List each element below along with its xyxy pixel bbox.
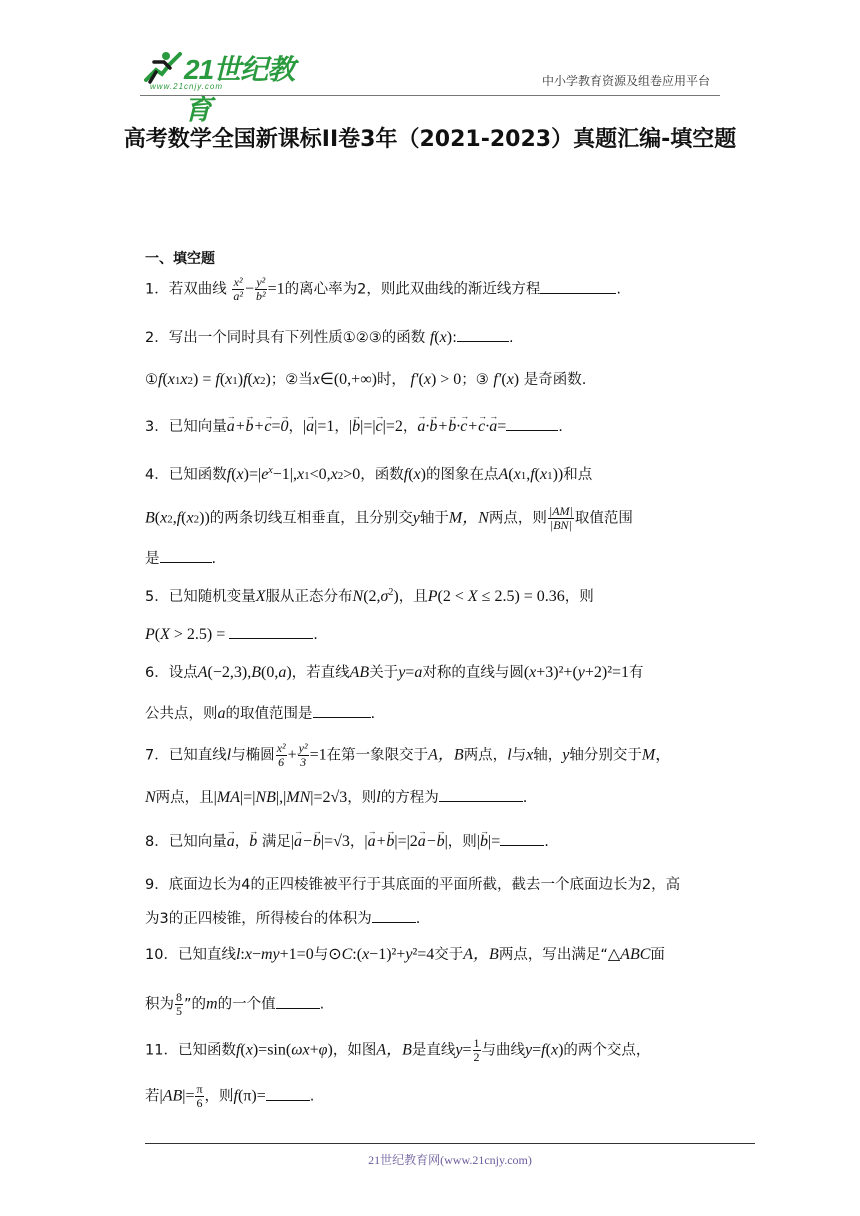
question-9: 9．底面边长为4的正四棱锥被平行于其底面的平面所截，截去一个底面边长为2，高 [145,877,681,893]
logo-text: 21世纪教育 [184,54,295,125]
question-2-properties: ①f(x1x2) = f(x1)f(x2)；②当x∈(0,+∞)时， f′(x) > 0；③ f′(x) 是奇函数. [145,371,587,388]
question-9-line-2: 为3的正四棱锥，所得棱台的体积为 . [145,908,720,929]
question-6: 6．设点A(−2,3),B(0,a)，若直线AB关于y=a对称的直线与圆(x+3)²+(y+2)²=1有 [145,664,644,681]
answer-blank[interactable] [540,279,616,294]
question-4-line-2: B(x2,f(x2))的两条切线互相垂直，且分别交y轴于M，N两点，则 $\frac{|AM|}{|BN|}$ 取值范围 [145,504,633,532]
question-1: 1．若双曲线 $\frac{\text{x²}}{\text{a²}}$ − $\frac{\text{y²}}{\text{b²}}$ =1的离心率为2，则此双曲线的渐近线方程 . [145,275,621,303]
answer-blank[interactable] [439,787,523,802]
answer-blank[interactable] [500,831,544,846]
logo [140,50,320,125]
answer-blank[interactable] [229,624,313,639]
logo-url: www.21cnjy.com [150,82,223,91]
page-header [140,40,720,125]
answer-blank[interactable] [506,416,558,431]
question-6-line-2: 公共点，则a的取值范围是 . [145,705,376,722]
footer-text: 21世纪教育网(www.21cnjy.com) [368,1153,532,1167]
header-right-text: 中小学教育资源及组卷应用平台 [541,74,710,88]
question-4: 4．已知函数$f(x)=|e^x-1|,x1<0,x2>0$，函数f(x)的图象在点A(x1,f(x1))和点 [145,465,593,483]
question-8: 8．已知向量→ a，→ b 满足|→ a−→ b|=√3，|→ a+→ b|=|2→ a−→ b|，则|→ b|= . [145,831,720,852]
footer-divider [145,1143,755,1144]
question-3: 3．已知向量→ a+→ b+→ c=→ 0，|→ a|=1，|→ b|=|→ c|=2，→ a·→ b+→ b·→ c+→ c·→ a= . [145,416,720,437]
answer-blank[interactable] [372,908,416,923]
question-11-line-2: 若|AB|= $\frac{\pi}{6}$ ，则f(π)= . [145,1082,315,1110]
question-11: 11．已知函数f(x)=sin(ωx+φ)，如图A，B是直线y= $\frac{1}{2}$ 与曲线y=f(x)的两个交点， [145,1036,651,1064]
runner-logo-icon [140,50,182,84]
question-7: 7．已知直线l与椭圆 $\frac{\text{x²}}{6}$ + $\frac{\text{y²}}{3}$ =1在第一象限交于A，B两点，l与x轴，y轴分别交于M， [145,741,672,769]
answer-blank[interactable] [457,327,509,342]
question-7-line-2: N两点，且|MA|=|NB|,|MN|=2√3，则l的方程为 . [145,789,528,806]
answer-blank[interactable] [266,1086,310,1101]
question-2: 2．写出一个同时具有下列性质①②③的函数 f(x): . [145,329,514,346]
question-5-line-2: P(X > 2.5) = . [145,626,318,643]
question-10-line-2: 积为 $\frac{8}{5}$ ”的m的一个值 . [145,990,325,1018]
section-heading: 一、填空题 [145,251,215,267]
answer-blank[interactable] [313,703,371,718]
question-4-line-3: 是 . [145,548,720,569]
question-10: 10．已知直线l:x−my+1=0与⊙C:(x−1)²+y²=4交于A，B两点，写出满足“△ABC面 [145,946,665,963]
page-title: 高考数学全国新课标II卷3年（2021-2023）真题汇编-填空题 [123,127,737,152]
question-5: 5．已知随机变量X服从正态分布$N(2,\sigma^2)$，且P(2 < X ≤ 2.5) = 0.36，则 [145,587,594,605]
answer-blank[interactable] [276,994,320,1009]
header-divider [140,95,720,96]
answer-blank[interactable] [160,548,212,563]
